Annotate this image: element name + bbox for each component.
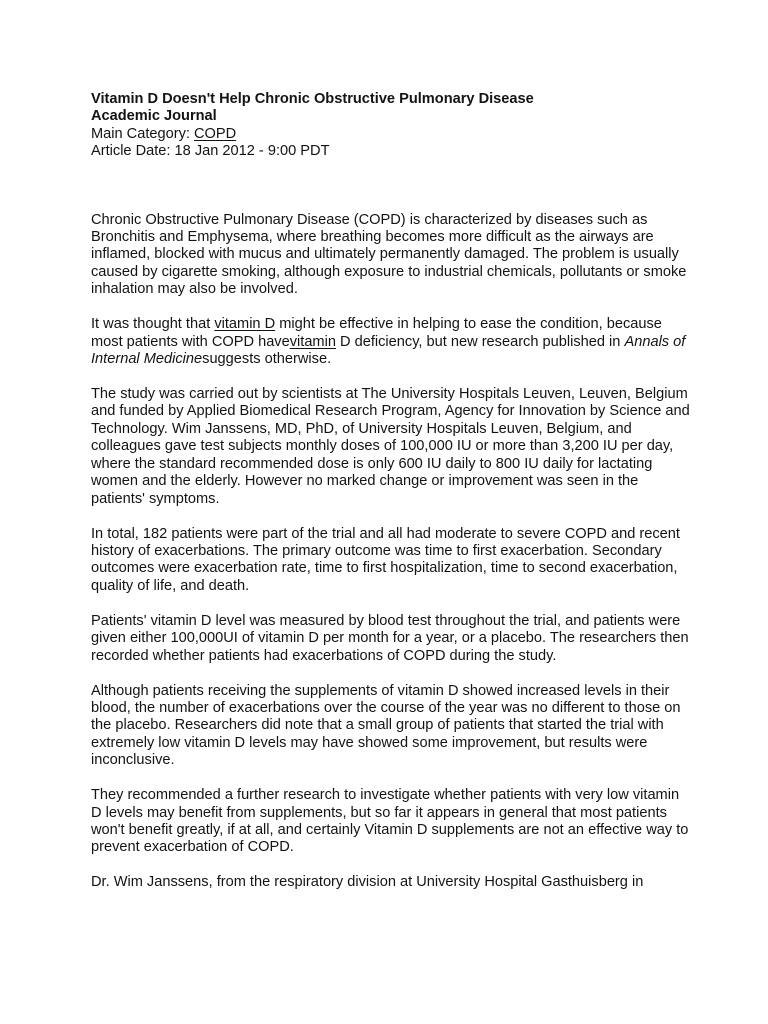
paragraph-6: Although patients receiving the supplements of vitamin D showed increased levels in their blood, the number of exacerbations over the course of the year was no different to those on the placebo. Researchers did note that a small group of patients that started the trial with extremely low vitamin D levels may have showed some improvement, but results were inconclusive.	[91, 682, 681, 769]
article-source: Academic Journal	[91, 108, 217, 125]
paragraph-4: In total, 182 patients were part of the trial and all had moderate to severe COPD and recent history of exacerbations. The primary outcome was time to first exacerbation. Secondary outcomes were exacerbation rate, time to first hospitalization, time to second exacerbation, quality of life, and death.	[91, 525, 680, 594]
paragraph-8: Dr. Wim Janssens, from the respiratory division at University Hospital Gasthuisberg in	[91, 874, 644, 891]
paragraph-2-text-c: D deficiency, but new research published in	[335, 333, 625, 350]
category-line	[91, 126, 691, 143]
vitamin-link[interactable]: vitamin	[289, 333, 336, 350]
paragraph-2-text-d: suggests otherwise.	[202, 351, 332, 368]
journal-name: Annals of Internal Medicine	[91, 333, 686, 368]
category-link-copd[interactable]: COPD	[194, 125, 237, 142]
article-date: Article Date: 18 Jan 2012 - 9:00 PDT	[91, 143, 330, 160]
article-header	[91, 91, 691, 161]
paragraph-1: Chronic Obstructive Pulmonary Disease (COPD) is characterized by diseases such as Bronchitis and Emphysema, where breathing becomes more difficult as the airways are inflamed, blocked with mucus and ultimately permanently damaged. The problem is usually caused by cigarette smoking, although exposure to industrial chemicals, pollutants or smoke inhalation may also be involved.	[91, 211, 687, 298]
paragraph-2	[91, 316, 691, 368]
paragraph-7: They recommended a further research to investigate whether patients with very low vitamin D levels may benefit from supplements, but so far it appears in general that most patients won't benefit greatly, if at all, and certainly Vitamin D supplements are not an effective way to prevent exacerbation of COPD.	[91, 787, 689, 856]
paragraph-2-text-a: It was thought that	[91, 316, 215, 333]
paragraph-5: Patients' vitamin D level was measured by blood test throughout the trial, and patients were given either 100,000UI of vitamin D per month for a year, or a placebo. The researchers then recorded whether patients had exacerbations of COPD during the study.	[91, 612, 689, 664]
article-body	[91, 212, 691, 892]
document-page	[91, 91, 691, 909]
article-title: Vitamin D Doesn't Help Chronic Obstructive Pulmonary Disease	[91, 91, 534, 107]
vitamin-d-link[interactable]: vitamin D	[214, 316, 276, 333]
category-label: Main Category:	[91, 125, 195, 142]
paragraph-3: The study was carried out by scientists at The University Hospitals Leuven, Leuven, Belgium and funded by Applied Biomedical Research Program, Agency for Innovation by Science and Technology. Wim Janssens, MD, PhD, of University Hospitals Leuven, Belgium, and colleagues gave test subjects monthly doses of 100,000 IU or more than 3,200 IU per day, where the standard recommended dose is only 600 IU daily to 800 IU daily for lactating women and the elderly. However no marked change or improvement was seen in the patients' symptoms.	[91, 386, 690, 507]
paragraph-2-text-b: might be effective in helping to ease the condition, because most patients with COPD have	[91, 316, 662, 350]
